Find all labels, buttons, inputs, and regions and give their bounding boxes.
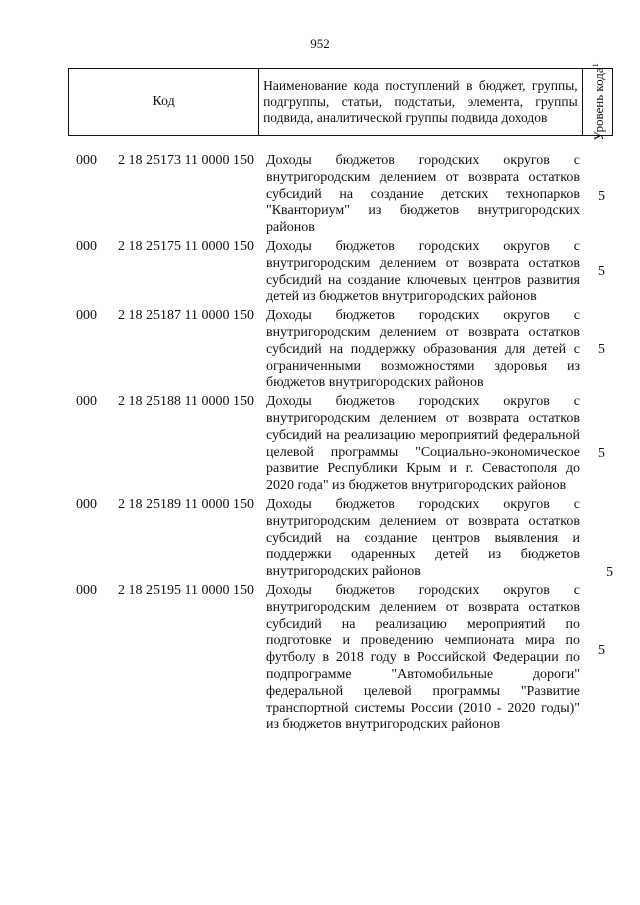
row-level: 5: [598, 446, 605, 462]
table-header: [68, 63, 613, 141]
table-row: [68, 497, 613, 581]
row-level: 5: [598, 642, 605, 658]
row-level: 5: [598, 189, 605, 204]
row-prefix: 000: [76, 308, 97, 324]
header-code-label: Код: [152, 94, 175, 109]
row-name: Доходы бюджетов городских округов с внутригородским делением от возврата остатков субсидий на создание ключевых центров развития детей из бюджетов внутригородских районов: [266, 238, 580, 305]
row-code: 2 18 25187 11 0000 150: [118, 308, 254, 324]
row-code: 2 18 25175 11 0000 150: [118, 238, 254, 254]
header-level-label: Уровень кода$^1$: [591, 63, 607, 141]
row-level: 5: [598, 342, 605, 358]
row-code: 2 18 25195 11 0000 150: [118, 582, 254, 598]
row-prefix: 000: [76, 153, 97, 168]
table-row: [68, 308, 613, 392]
row-level: 5: [606, 564, 613, 580]
row-name: Доходы бюджетов городских округов с внутригородским делением от возврата остатков субсидий на реализацию мероприятий по подготовке и проведению чемпионата мира по футболу в 2018 году в Российской Федерации по подпрограмме "Автомобильные дороги" федеральной целевой программы "Развитие транспортной системы России (2010 - 2020 годы)" из бюджетов внутригородских районов: [266, 582, 580, 733]
header-level-cell: [582, 63, 612, 141]
row-name: Доходы бюджетов городских округов с внутригородским делением от возврата остатков субсидий на создание детских технопарков "Кванториум" из бюджетов внутригородских районов: [266, 153, 580, 236]
income-code-list: [68, 153, 613, 736]
row-code: 2 18 25188 11 0000 150: [118, 394, 254, 410]
table-row: [68, 394, 613, 495]
header-level-footnote: 1: [591, 63, 601, 68]
header-name-cell: [259, 69, 583, 136]
row-prefix: 000: [76, 582, 97, 598]
table-row: [68, 153, 613, 237]
row-prefix: 000: [76, 238, 97, 254]
page-number: 952: [310, 36, 330, 51]
row-code: 2 18 25189 11 0000 150: [118, 496, 254, 512]
table-row: [68, 239, 613, 306]
table-row: [68, 583, 613, 734]
row-code: 2 18 25173 11 0000 150: [118, 153, 254, 168]
row-level: 5: [598, 263, 605, 279]
header-code-cell: [69, 69, 259, 136]
row-prefix: 000: [76, 394, 97, 410]
row-name: Доходы бюджетов городских округов с внутригородским делением от возврата остатков субсидий на поддержку образования для детей с ограниченными возможностями здоровья из бюджетов внутригородских районов: [266, 308, 580, 391]
row-name: Доходы бюджетов городских округов с внутригородским делением от возврата остатков субсидий на реализацию мероприятий федеральной целевой программы "Социально-экономическое развитие Республики Крым и г. Севастополя до 2020 года" из бюджетов внутригородских районов: [266, 394, 580, 494]
header-name-label: Наименование кода поступлений в бюджет, группы, подгруппы, статьи, подстатьи, элемента, группы подвида, аналитической группы подвида доходов: [263, 78, 578, 125]
row-name: Доходы бюджетов городских округов с внутригородским делением от возврата остатков субсидий на создание центров выявления и поддержки одаренных детей из бюджетов внутригородских районов: [266, 496, 580, 580]
row-prefix: 000: [76, 496, 97, 512]
